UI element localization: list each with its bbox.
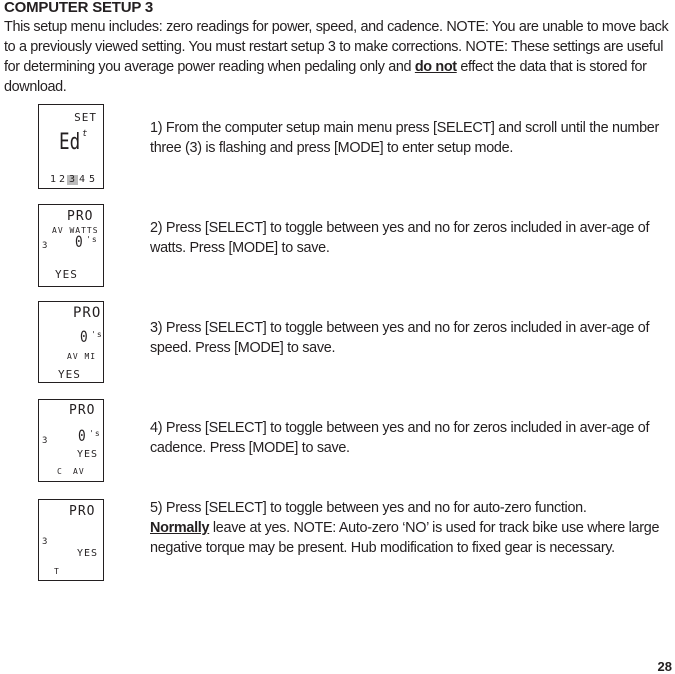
lcd-value: YES <box>77 449 99 460</box>
lcd-suffix: 's <box>91 330 103 339</box>
lcd-header: PRO <box>73 305 102 321</box>
lcd-left: 3 <box>42 436 49 446</box>
lcd-digit-1: 1 <box>50 174 58 185</box>
lcd-main: 0 <box>75 232 83 251</box>
lcd-sup: t <box>82 129 88 139</box>
step-5 <box>150 498 670 558</box>
lcd-sub: AV MI <box>67 352 97 361</box>
lcd-header: PRO <box>69 403 96 418</box>
lcd-bottom-left: C <box>57 467 63 476</box>
page-number: 28 <box>657 659 672 674</box>
lcd-digit-3-flashing: 3 <box>69 174 77 185</box>
lcd-header: PRO <box>67 209 94 224</box>
step-5-emphasis: Normally <box>150 520 210 536</box>
page-title: COMPUTER SETUP 3 <box>4 0 154 16</box>
step-1: 1) From the computer setup main menu press [SELECT] and scroll until the number three (3) is flashing and press [MODE] to enter setup mode. <box>150 120 659 156</box>
lcd-header: SET <box>74 111 97 124</box>
lcd-bottom-right: AV <box>73 467 85 476</box>
lcd-sub: AV WATTS <box>52 226 99 235</box>
lcd-header: PRO <box>69 504 96 519</box>
step-3: 3) Press [SELECT] to toggle between yes and no for zeros included in aver-age of speed. Press [MODE] to save. <box>150 320 650 356</box>
intro-emphasis: do not <box>414 59 457 75</box>
lcd-bottom: YES <box>55 268 78 281</box>
lcd-display-watts <box>38 204 104 287</box>
step-5-rest: leave at yes. NOTE: Auto-zero ‘NO’ is used for track bike use where large negative torque may be present. Hub modification to fixed gear is necessary. <box>150 520 660 556</box>
step-2: 2) Press [SELECT] to toggle between yes and no for zeros included in aver-age of watts. Press [MODE] to save. <box>150 220 650 256</box>
lcd-main: 0 <box>78 426 86 445</box>
lcd-digit-5: 5 <box>89 174 97 185</box>
lcd-display-setup <box>38 104 104 189</box>
lcd-suffix: 's <box>89 429 101 438</box>
intro-text: This setup menu includes: zero readings for power, speed, and cadence. NOTE: You are unable to move back to a previously viewed setting. You must restart setup 3 to make corrections. NOTE: These settings are useful for determining you average power reading when pedaling only and <box>4 19 669 75</box>
lcd-display-speed <box>38 301 104 383</box>
step-5-line1: 5) Press [SELECT] to toggle between yes and no for auto-zero function. <box>150 500 587 516</box>
intro-text-end: effect the data that is stored for download. <box>4 59 647 95</box>
lcd-digit-4: 4 <box>79 174 87 185</box>
lcd-value: YES <box>77 548 99 559</box>
lcd-main: 0 <box>80 327 88 346</box>
lcd-main: Ed <box>59 130 81 155</box>
intro-paragraph <box>4 17 672 97</box>
step-4: 4) Press [SELECT] to toggle between yes and no for zeros included in aver-age of cadence. Press [MODE] to save. <box>150 420 650 456</box>
lcd-bottom-left: T <box>54 567 60 576</box>
lcd-display-cadence <box>38 399 104 482</box>
lcd-digit-2: 2 <box>59 174 67 185</box>
lcd-display-auto-zero <box>38 499 104 581</box>
lcd-suffix: 's <box>86 235 98 244</box>
lcd-left: 3 <box>42 241 49 251</box>
lcd-left: 3 <box>42 537 49 547</box>
lcd-bottom: YES <box>58 368 81 381</box>
